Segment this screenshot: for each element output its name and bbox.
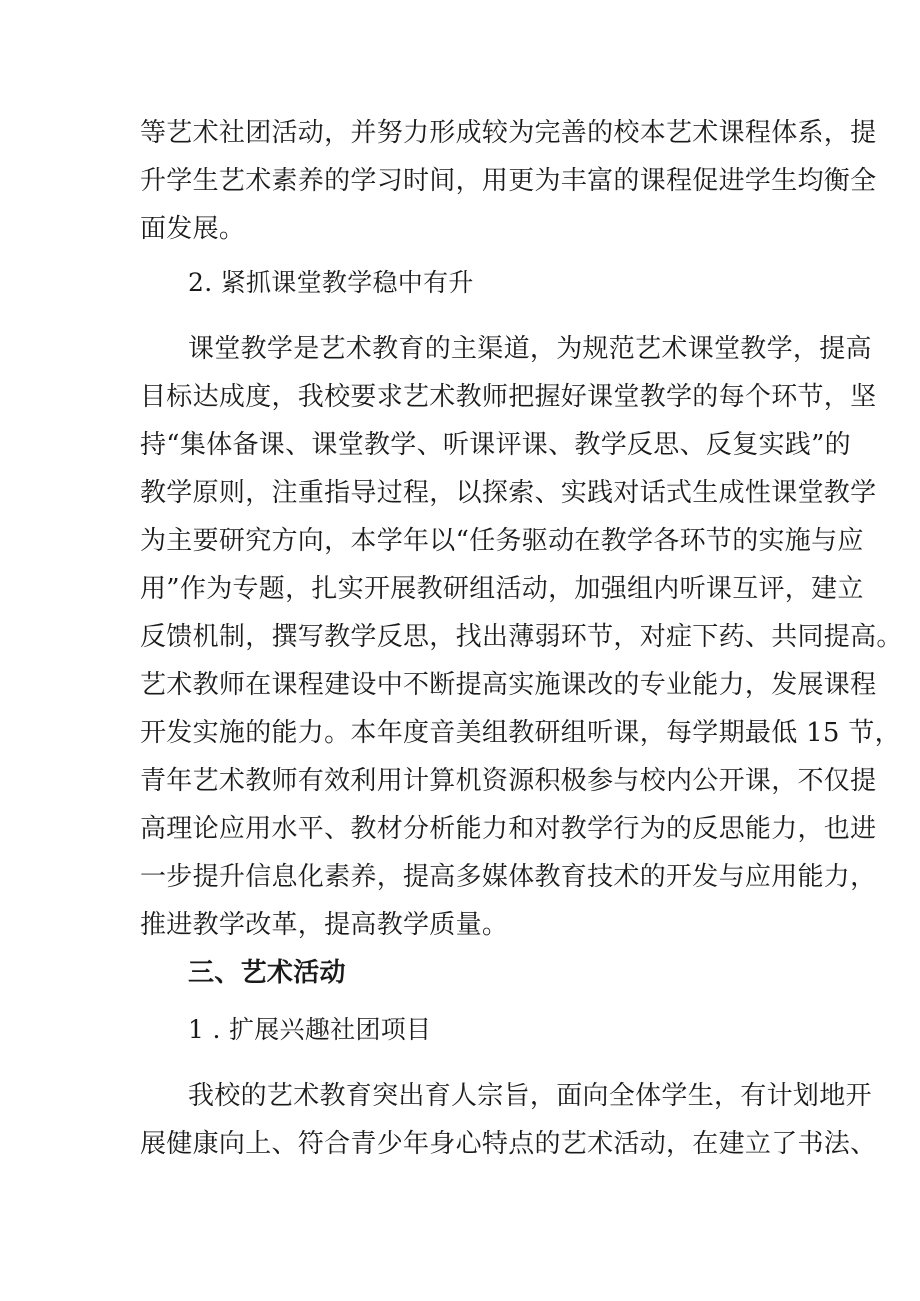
paragraph-line: 一步提升信息化素养，提高多媒体教育技术的开发与应用能力， xyxy=(140,862,877,892)
paragraph-line: 展健康向上、符合青少年身心特点的艺术活动，在建立了书法、 xyxy=(140,1129,877,1159)
paragraph-line: 持“集体备课、课堂教学、听课评课、教学反思、反复实践”的 xyxy=(140,430,851,460)
paragraph-line: 等艺术社团活动，并努力形成较为完善的校本艺术课程体系，提 xyxy=(140,118,877,148)
paragraph-line: 高理论应用水平、教材分析能力和对教学行为的反思能力，也进 xyxy=(140,814,877,844)
paragraph-line: 我校的艺术教育突出育人宗旨，面向全体学生，有计划地开 xyxy=(188,1081,872,1111)
paragraph-line: 艺术教师在课程建设中不断提高实施课改的专业能力，发展课程 xyxy=(140,670,877,700)
section-subheading: 2. 紧抓课堂教学稳中有升 xyxy=(188,268,474,297)
paragraph-line: 面发展。 xyxy=(140,214,246,244)
section-subheading: 1 . 扩展兴趣社团项目 xyxy=(188,1015,432,1044)
paragraph-line: 升学生艺术素养的学习时间，用更为丰富的课程促进学生均衡全 xyxy=(140,166,877,196)
paragraph-line: 反馈机制，撰写教学反思，找出薄弱环节，对症下药、共同提高。 xyxy=(140,622,903,652)
paragraph-line: 推进教学改革，提高教学质量。 xyxy=(140,910,509,940)
paragraph-line: 为主要研究方向，本学年以“任务驱动在教学各环节的实施与应 xyxy=(140,526,864,556)
paragraph-line: 用”作为专题，扎实开展教研组活动，加强组内听课互评，建立 xyxy=(140,574,864,604)
paragraph-line: 教学原则，注重指导过程，以探索、实践对话式生成性课堂教学 xyxy=(140,478,877,508)
section-heading: 三、艺术活动 xyxy=(188,958,346,988)
paragraph-line: 青年艺术教师有效利用计算机资源积极参与校内公开课，不仅提 xyxy=(140,766,877,796)
paragraph-line: 课堂教学是艺术教育的主渠道，为规范艺术课堂教学，提高 xyxy=(188,334,872,364)
paragraph-line: 目标达成度，我校要求艺术教师把握好课堂教学的每个环节，坚 xyxy=(140,382,877,412)
paragraph-line: 开发实施的能力。本年度音美组教研组听课，每学期最低 15 节， xyxy=(140,718,901,748)
